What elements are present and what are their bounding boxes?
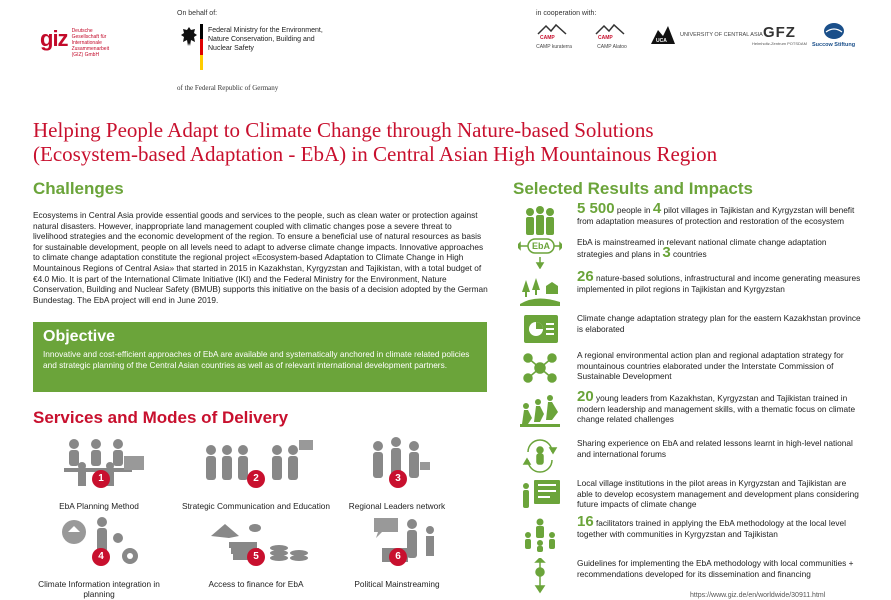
result-highlight: 5 500 (577, 200, 615, 217)
service-item (24, 436, 174, 511)
gfz-sub-label: Helmholtz-Zentrum POTSDAM (752, 41, 807, 46)
giz-logo (40, 26, 114, 58)
service-item (24, 514, 174, 599)
service-number-badge: 1 (92, 470, 110, 488)
mountain-logo-icon (536, 22, 572, 42)
result-highlight: 20 (577, 388, 594, 405)
result-highlight: 4 (652, 200, 662, 217)
camp-kuraterra-logo (536, 22, 572, 50)
result-text-part: young leaders from Kazakhstan, Kyrgyzstan and Tajikistan trained in modern leadership and management skills, with a thematic focus on climate change related challenges (577, 393, 856, 424)
guidelines-icon (518, 558, 562, 594)
result-text: Climate change adaptation strategy plan for the eastern Kazakhstan province is elaborated (577, 313, 861, 334)
result-text: A regional environmental action plan and regional adaptation strategy for mountainous countries elaborated under the Interstate Commission of Sustainable Development (577, 350, 844, 381)
result-text-part: facilitators trained in applying the EbA methodology at the local level together with communities in Kyrgyzstan and Tajikistan (577, 518, 846, 539)
young-leaders-icon (518, 392, 562, 428)
strategy-plan-icon (518, 313, 562, 349)
service-label: Access to finance for EbA (208, 579, 304, 589)
globe-emblem-icon (822, 22, 846, 40)
result-highlight: 3 (662, 243, 671, 261)
poster-title (33, 118, 853, 166)
camp-alatoo-logo (594, 22, 630, 50)
result-item (518, 237, 858, 277)
village-plan-icon (518, 478, 562, 514)
university-emblem-icon (650, 24, 676, 46)
result-item (518, 513, 858, 557)
ministry-name: Federal Ministry for the Environment, Nature Conservation, Building and Nuclear Safety (208, 27, 323, 52)
cooperation-label: in cooperation with: (536, 10, 597, 17)
on-behalf-label: On behalf of: (177, 10, 218, 17)
result-text-part: nature-based solutions, infrastructural and income generating measures implemented in pilot regions in Tajikistan and Kyrgyzstan (577, 273, 861, 294)
result-text (577, 200, 862, 226)
result-text (577, 268, 862, 294)
service-label: Strategic Communication and Education (181, 501, 331, 511)
network-icon (518, 350, 562, 386)
service-label: EbA Planning Method (59, 501, 139, 511)
results-heading: Selected Results and Impacts (513, 179, 753, 198)
german-flag-bar (200, 24, 203, 70)
objective-box (33, 322, 487, 392)
service-item (322, 514, 472, 589)
result-item (518, 388, 858, 432)
result-text-part: pilot villages in Tajikistan and Kyrgyzstan will benefit from adaptation measures of protection and restoration of the ecosystem (577, 205, 855, 226)
federal-republic-label: of the Federal Republic of Germany (177, 84, 279, 92)
giz-logo-mark: giz (40, 26, 68, 51)
service-number-badge: 4 (92, 548, 110, 566)
result-text-part: EbA is mainstreamed in relevant national climate change adaptation strategies and plans in (577, 237, 827, 259)
uca-label: UNIVERSITY OF CENTRAL ASIA (680, 32, 763, 38)
service-item (322, 436, 472, 511)
result-text: Guidelines for implementing the EbA methodology with local communities + recommendations developed for its dissemination and financing (577, 558, 854, 579)
succow-logo (812, 22, 855, 48)
service-number-badge: 2 (247, 470, 265, 488)
result-text (577, 513, 862, 539)
gfz-logo (752, 24, 807, 46)
challenges-heading: Challenges (33, 179, 124, 198)
objective-text: Innovative and cost-efficient approaches of EbA are available and systematically anchored in climate related policies and strategic planning of the Central Asian countries as well as of relevant international development partners. (43, 349, 470, 370)
title-line-1: Helping People Adapt to Climate Change through Nature-based Solutions (33, 118, 654, 142)
succow-label: Succow Stiftung (812, 42, 856, 48)
mountain-logo-icon (594, 22, 630, 42)
svg-text:CAMP: CAMP (540, 35, 555, 41)
nature-solutions-icon (518, 272, 562, 308)
result-highlight: 26 (577, 268, 594, 285)
result-highlight: 16 (577, 513, 594, 530)
result-item (518, 350, 858, 390)
federal-eagle-icon (180, 26, 198, 48)
result-text (577, 237, 862, 259)
result-text: Sharing experience on EbA and related lessons learnt in high-level national and international forums (577, 438, 853, 459)
gfz-mark: GFZ (762, 24, 796, 41)
service-item (181, 514, 331, 589)
service-number-badge: 6 (389, 548, 407, 566)
result-item (518, 438, 858, 478)
result-item (518, 478, 858, 518)
camp-alatoo-label: CAMP Alatoo (597, 44, 627, 50)
result-text-part: people in (614, 205, 653, 215)
uca-logo (650, 24, 763, 46)
sharing-icon (518, 438, 562, 474)
facilitators-icon (518, 517, 562, 553)
title-line-2: (Ecosystem-based Adaptation - EbA) in Central Asian High Mountainous Region (33, 142, 718, 166)
camp-kuraterra-label: CAMP kuraterra (536, 44, 572, 50)
service-label: Regional Leaders network (348, 501, 446, 511)
service-number-badge: 5 (247, 548, 265, 566)
giz-logo-text: Deutsche Gesellschaft für Internationale Zusammenarbeit (GIZ) GmbH (71, 28, 110, 58)
result-text (577, 388, 862, 425)
result-text: Local village institutions in the pilot areas in Kyrgyzstan and Tajikistan are able to develop ecosystem management and development plans considering future impacts of climate change (577, 478, 859, 509)
svg-text:UCA: UCA (656, 38, 667, 44)
people-group-icon (518, 204, 562, 240)
header (0, 0, 891, 100)
objective-heading: Objective (43, 328, 116, 345)
footer-url: https://www.giz.de/en/worldwide/30911.html (690, 592, 826, 599)
result-text-part: countries (670, 248, 707, 259)
eba-badge: EbA (532, 241, 550, 251)
result-item (518, 268, 861, 312)
service-number-badge: 3 (389, 470, 407, 488)
services-heading: Services and Modes of Delivery (33, 408, 289, 427)
result-item (518, 313, 861, 353)
service-label: Climate Information integration in planning (38, 579, 160, 599)
challenges-text: Ecosystems in Central Asia provide essential goods and services to the people, such as clean water or protection against natural disasters. However, inappropriate land management coupled with climatic changes pose a severe threat to livelihood strategies and the economic development of the region. To ensure a beneficial use of natural resources as basis for sustainable development, people on all levels need to adapt to adverse climate change impacts. Innovative approaches to climate change adaptation constitute the regional project «Ecosystem-based Adaptation to Climate Change in High Mountainous Regions of Central Asia» that started in 2015 in Kazakhstan, Kyrgyzstan and Tajikistan, with a total budget of €4.0 Mio. It is part of the International Climate Initiative (IKI) and the Federal Ministry for the Environment, Nature Conservation, Building and Nuclear Safety (BMUB) supports this initiative on the basis of a decision adopted by the German Bundestag. The EbA project will end in June 2019. (33, 210, 488, 305)
service-item (181, 436, 331, 511)
svg-text:CAMP: CAMP (598, 35, 613, 41)
service-label: Political Mainstreaming (354, 579, 440, 589)
